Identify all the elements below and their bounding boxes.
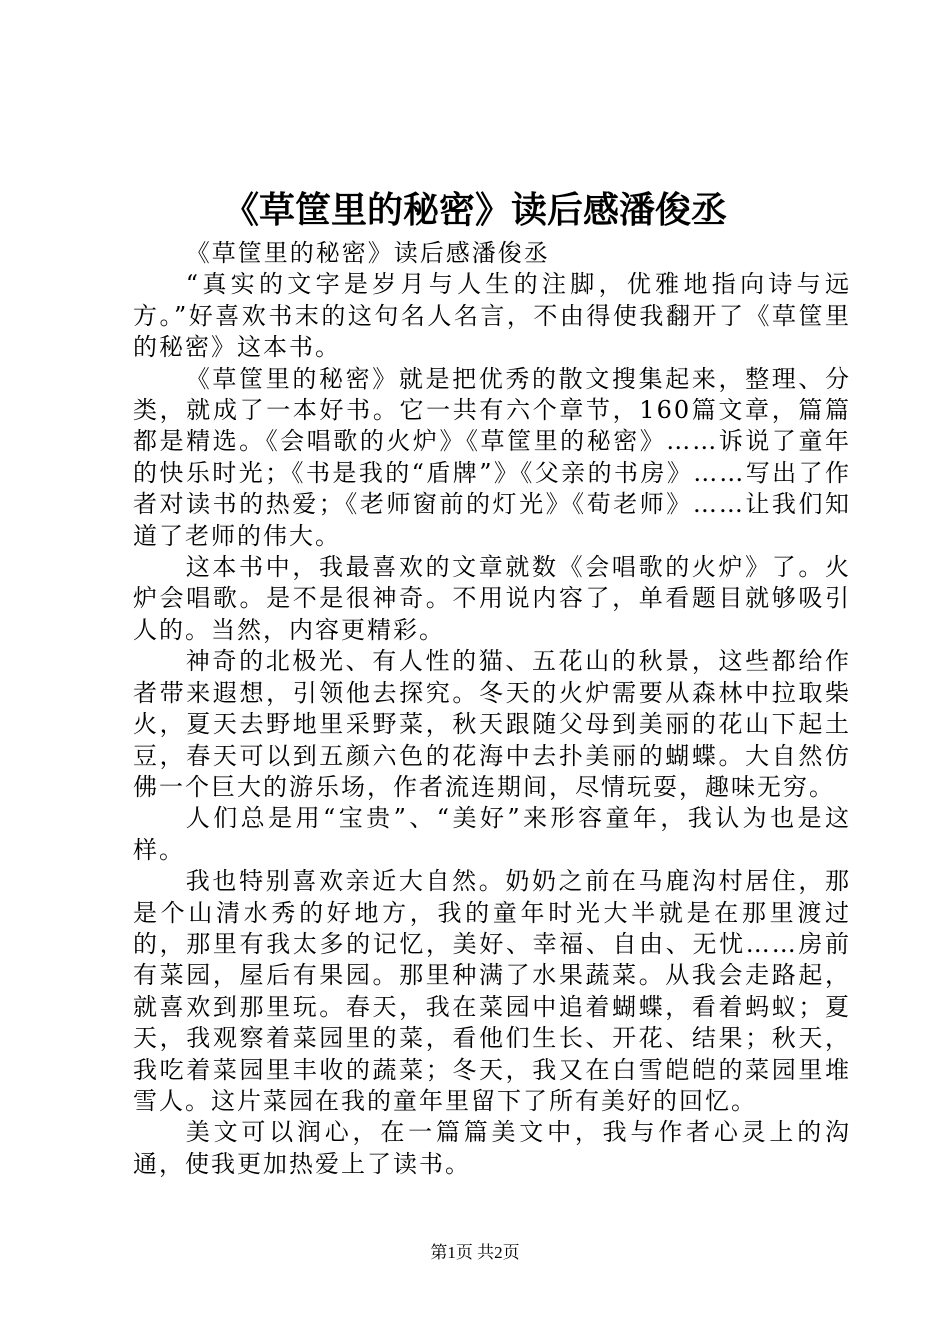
page-number-footer: 第1页 共2页 — [430, 1243, 520, 1262]
paragraph: 这本书中，我最喜欢的文章就数《会唱歌的火炉》了。火炉会唱歌。是不是很神奇。不用说内容了，单看题目就够吸引人的。当然，内容更精彩。 — [133, 553, 851, 644]
paragraph: 美文可以润心，在一篇篇美文中，我与作者心灵上的沟通，使我更加热爱上了读书。 — [133, 1118, 851, 1178]
document-body — [133, 238, 851, 1180]
paragraph: 《草筐里的秘密》就是把优秀的散文搜集起来，整理、分类，就成了一本好书。它一共有六个章节，160篇文章，篇篇都是精选。《会唱歌的火炉》《草筐里的秘密》……诉说了童年的快乐时光；《书是我的“盾牌”》《父亲的书房》……写出了作者对读书的热爱；《老师窗前的灯光》《荀老师》……让我们知道了老师的伟大。 — [133, 364, 851, 550]
document-title: 《草筐里的秘密》读后感潘俊丞 — [222, 189, 727, 231]
paragraph: “真实的文字是岁月与人生的注脚，优雅地指向诗与远方。”好喜欢书末的这句名人名言，不由得使我翻开了《草筐里的秘密》这本书。 — [133, 270, 851, 362]
paragraph: 《草筐里的秘密》读后感潘俊丞 — [185, 239, 550, 267]
paragraph: 我也特别喜欢亲近大自然。奶奶之前在马鹿沟村居住，那是个山清水秀的好地方，我的童年时光大半就是在那里渡过的，那里有我太多的记忆，美好、幸福、自由、无忧……房前有菜园，屋后有果园。那里种满了水果蔬菜。从我会走路起，就喜欢到那里玩。春天，我在菜园中追着蝴蝶，看着蚂蚁；夏天，我观察着菜园里的菜，看他们生长、开花、结果；秋天，我吃着菜园里丰收的蔬菜；冬天，我又在白雪皑皑的菜园里堆雪人。这片菜园在我的童年里留下了所有美好的回忆。 — [133, 867, 851, 1115]
paragraph: 人们总是用“宝贵”、“美好”来形容童年，我认为也是这样。 — [133, 804, 851, 864]
paragraph: 神奇的北极光、有人性的猫、五花山的秋景，这些都给作者带来遐想，引领他去探究。冬天的火炉需要从森林中拉取柴火，夏天去野地里采野菜，秋天跟随父母到美丽的花山下起土豆，春天可以到五颜六色的花海中去扑美丽的蝴蝶。大自然仿佛一个巨大的游乐场，作者流连期间，尽情玩耍，趣味无穷。 — [133, 647, 851, 801]
